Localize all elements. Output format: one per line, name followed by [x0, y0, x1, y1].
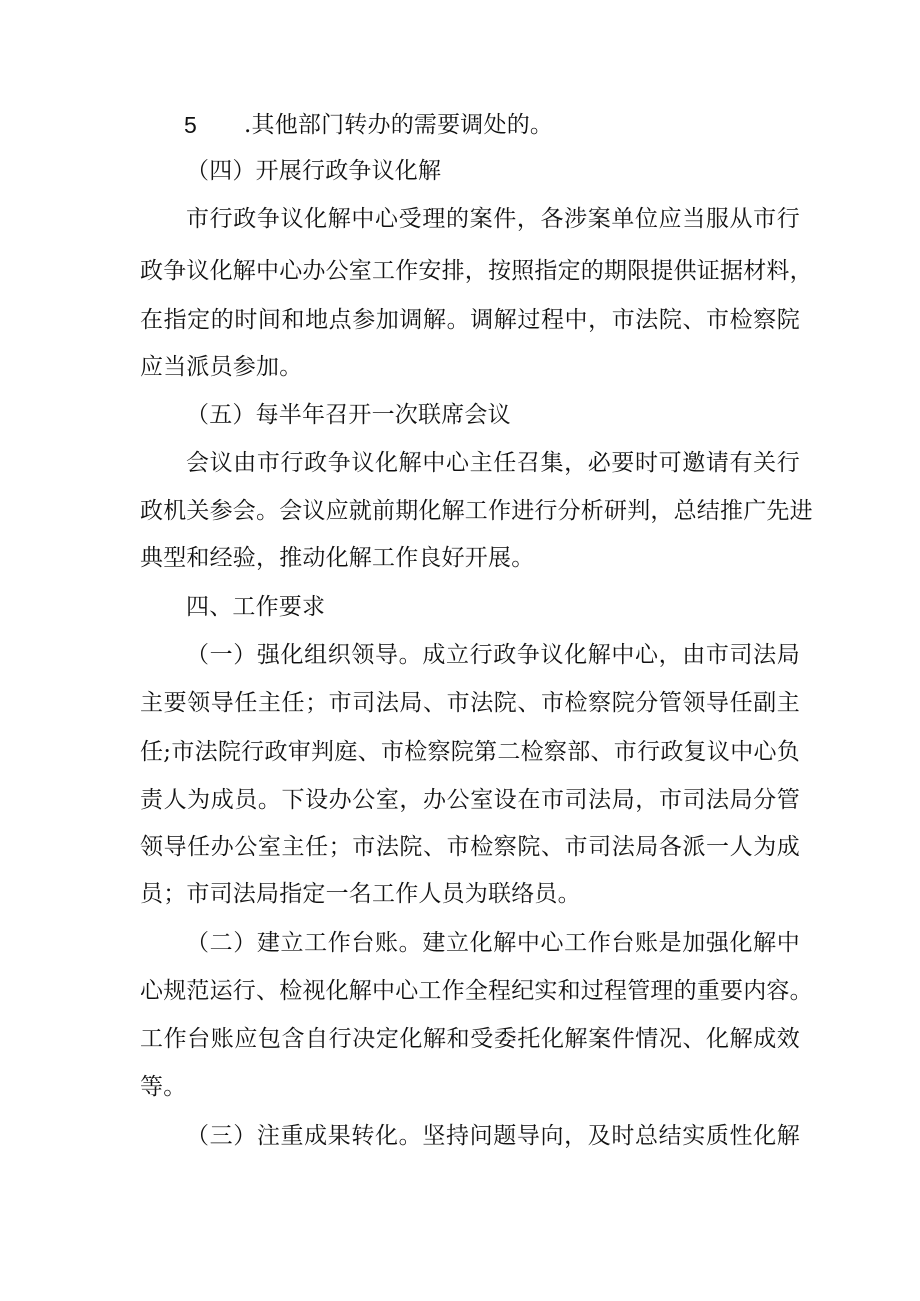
- section-title: （四）开展行政争议化解: [186, 158, 442, 184]
- paragraph-line: 政机关参会。会议应就前期化解工作进行分析研判，总结推广先进: [140, 498, 813, 524]
- paragraph-line: 应当派员参加。: [140, 354, 303, 380]
- paragraph-line: 主要领导任主任；市司法局、市法院、市检察院分管领导任副主: [140, 690, 800, 716]
- paragraph-line: 在指定的时间和地点参加调解。调解过程中，市法院、市检察院: [140, 307, 800, 333]
- paragraph-line: 工作台账应包含自行决定化解和受委托化解案件情况、化解成效: [140, 1026, 800, 1052]
- paragraph-line: 典型和经验，推动化解工作良好开展。: [140, 545, 535, 571]
- paragraph-line: （二）建立工作台账。建立化解中心工作台账是加强化解中: [186, 930, 800, 956]
- item-number: 5: [184, 112, 197, 138]
- paragraph-line: 等。: [140, 1074, 187, 1100]
- paragraph-line: （三）注重成果转化。坚持问题导向，及时总结实质性化解: [186, 1123, 800, 1149]
- paragraph-line: 心规范运行、检视化解中心工作全程纪实和过程管理的重要内容。: [140, 978, 813, 1004]
- paragraph-line: 员；市司法局指定一名工作人员为联络员。: [140, 881, 581, 907]
- paragraph-line: 会议由市行政争议化解中心主任召集，必要时可邀请有关行: [186, 450, 800, 476]
- paragraph-line: 市行政争议化解中心受理的案件，各涉案单位应当服从市行: [186, 206, 800, 232]
- item-text: .其他部门转办的需要调处的。: [244, 112, 554, 138]
- paragraph-line: （一）强化组织领导。成立行政争议化解中心，由市司法局: [186, 642, 800, 668]
- chapter-heading: 四、工作要求: [186, 594, 326, 620]
- section-title: （五）每半年召开一次联席会议: [186, 402, 511, 428]
- paragraph-line: 责人为成员。下设办公室，办公室设在市司法局，市司法局分管: [140, 787, 800, 813]
- paragraph-line: 政争议化解中心办公室工作安排，按照指定的期限提供证据材料，: [140, 258, 813, 284]
- paragraph-line: 任;市法院行政审判庭、市检察院第二检察部、市行政复议中心负: [140, 739, 800, 765]
- paragraph-line: 领导任办公室主任；市法院、市检察院、市司法局各派一人为成: [140, 834, 800, 860]
